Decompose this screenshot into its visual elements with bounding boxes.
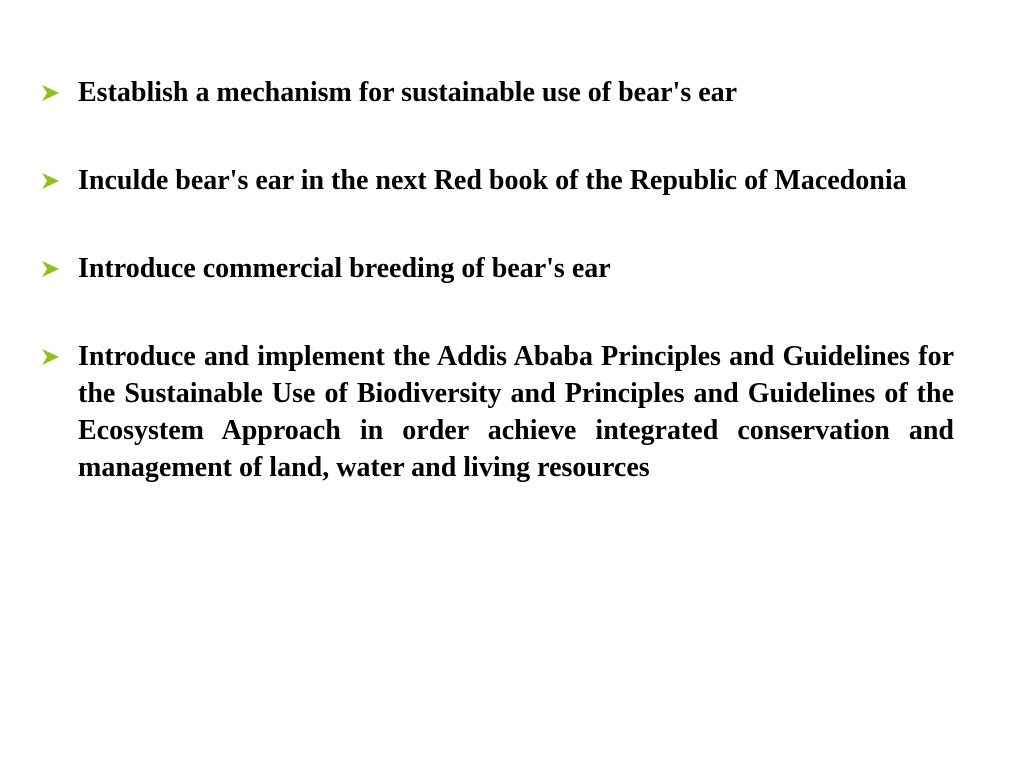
bullet-item-4: [40, 338, 954, 486]
bullet-text-4: Introduce and implement the Addis Ababa Principles and Guidelines for the Sustainable Use of Biodiversity and Principles and Guidelines of the Ecosystem Approach in order achieve integrated conservation and management of land, water and living resources: [78, 341, 954, 483]
arrowhead-bullet-shape: [40, 259, 60, 279]
bullet-item-2: [40, 162, 954, 199]
arrowhead-bullet-icon: [40, 74, 78, 111]
arrowhead-bullet-shape: [40, 347, 60, 367]
bullet-list: [40, 74, 954, 537]
arrowhead-bullet-icon: [40, 162, 78, 199]
arrowhead-bullet-icon: [40, 338, 78, 375]
bullet-item-1: [40, 74, 954, 111]
bullet-text-3: Introduce commercial breeding of bear's ear: [78, 253, 611, 284]
arrowhead-bullet-icon: [40, 250, 78, 287]
bullet-text-2: Inculde bear's ear in the next Red book of the Republic of Macedonia: [78, 165, 907, 196]
bullet-text-1: Establish a mechanism for sustainable use of bear's ear: [78, 77, 738, 108]
arrowhead-bullet-shape: [40, 171, 60, 191]
bullet-item-3: [40, 250, 954, 287]
arrowhead-bullet-shape: [40, 83, 60, 103]
